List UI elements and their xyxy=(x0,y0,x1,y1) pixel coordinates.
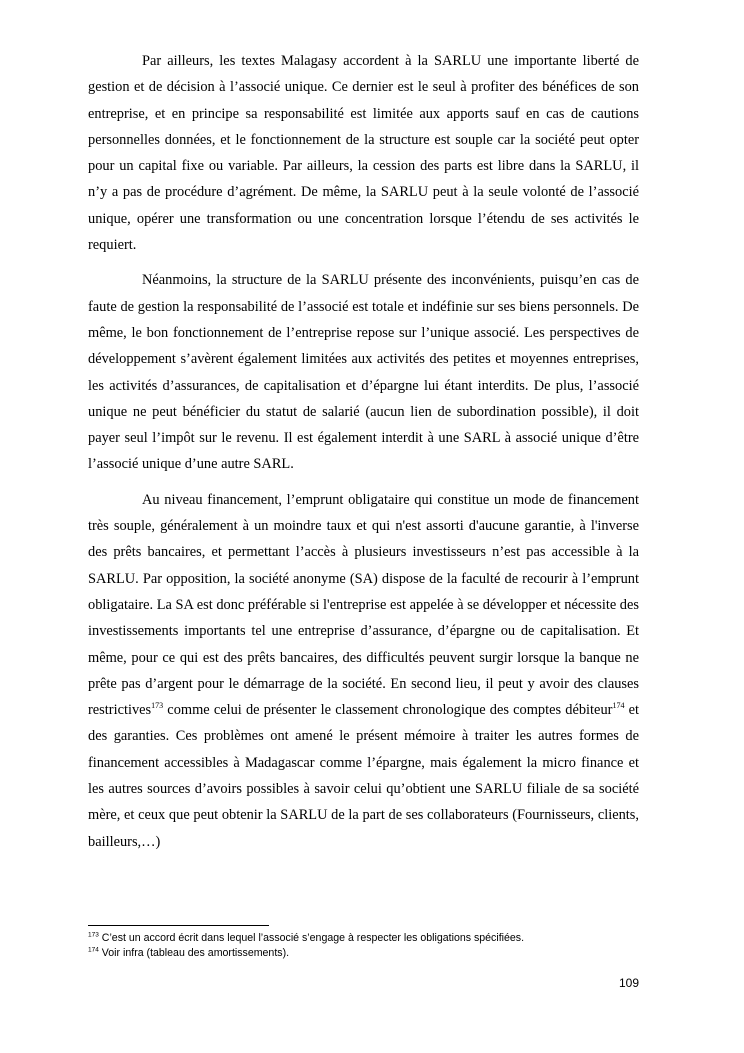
paragraph-1-text: Par ailleurs, les textes Malagasy accordent à la SARLU une importante liberté de gestion et de décision à l’associé unique. Ce dernier est le seul à profiter des bénéfices de son entreprise, et en principe sa responsabilité est limitée aux apports sauf en cas de cautions personnelles données, et le fonctionnement de la structure est souple car la société peut opter pour un capital fixe ou variable. Par ailleurs, la cession des parts est libre dans la SARLU, il n’y a pas de procédure d’agrément. De même, la SARLU peut à la seule volonté de l’associé unique, opérer une transformation ou une concentration lorsque l’étendu de ses activités le requiert. xyxy=(88,53,639,254)
paragraph-2-text: Néanmoins, la structure de la SARLU présente des inconvénients, puisqu’en cas de faute de gestion la responsabilité de l’associé est totale et indéfinie sur ses biens personnels. De même, le bon fonctionnement de l’entreprise repose sur l’unique associé. Les perspectives de développement s’avèrent également limitées aux activités des petites et moyennes entreprises, les activités d’assurances, de capitalisation et d’épargne lui étant interdits. De plus, l’associé unique ne peut bénéficier du statut de salarié (aucun lien de subordination possible), il doit payer seul l’impôt sur le revenu. Il est également interdit à une SARL à associé unique d’être l’associé unique d’une autre SARL. xyxy=(88,272,639,473)
footnotes xyxy=(88,931,639,960)
footnote-separator xyxy=(88,925,269,926)
footnote-ref-173[interactable]: 173 xyxy=(151,701,164,711)
footnote-173 xyxy=(88,931,639,946)
footnote-number: 173 xyxy=(88,931,99,939)
footnote-text: Voir infra (tableau des amortissements). xyxy=(98,946,290,959)
document-body xyxy=(88,48,639,864)
footnote-text: C’est un accord écrit dans lequel l’associé s’engage à respecter les obligations spécifiées. xyxy=(98,932,525,944)
paragraph-3-text-b: comme celui de présenter le classement chronologique des comptes débiteur xyxy=(163,702,613,719)
footnote-number: 174 xyxy=(88,945,99,953)
footnote-ref-174[interactable]: 174 xyxy=(612,701,625,711)
paragraph-3 xyxy=(88,487,639,855)
paragraph-1 xyxy=(88,48,639,258)
footnote-174 xyxy=(88,946,639,961)
paragraph-3-text-c: et des garanties. Ces problèmes ont amené le présent mémoire à traiter les autres formes de financement accessibles à Madagascar comme l’épargne, mais également la micro finance et les autres sources d’avoirs possibles à savoir celui qu’obtient une SARLU filiale de sa société mère, et ceux que peut obtenir la SARLU de la part de ses collaborateurs (Fournisseurs, clients, bailleurs,…) xyxy=(88,702,639,850)
paragraph-3-text-a: Au niveau financement, l’emprunt obligataire qui constitue un mode de financement très souple, généralement à un moindre taux et qui n'est assorti d'aucune garantie, à l'inverse des prêts bancaires, et permettant l’accès à plusieurs investisseurs n’est pas accessible à la SARLU. Par opposition, la société anonyme (SA) dispose de la faculté de recourir à l’emprunt obligataire. La SA est donc préférable si l'entreprise est appelée à se développer et nécessite des investissements importants tel une entreprise d’assurance, d’épargne ou de capitalisation. Et même, pour ce qui est des prêts bancaires, des difficultés peuvent surgir lorsque la banque ne prête pas d’argent pour le démarrage de la société. En second lieu, il peut y avoir des clauses restrictives xyxy=(88,491,639,719)
page-number: 109 xyxy=(618,976,639,990)
paragraph-2 xyxy=(88,267,639,477)
